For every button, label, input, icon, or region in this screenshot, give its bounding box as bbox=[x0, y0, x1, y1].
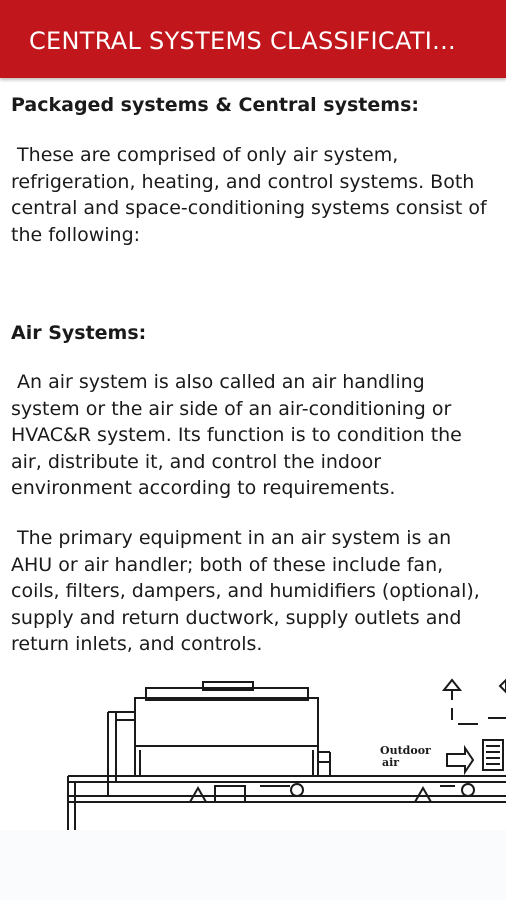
paragraph-air-system-equipment: The primary equipment in an air system is an AHU or air handler; both of these include fan, coils, filters, dampers, and humidifiers (optional), supply and return ductwork, supply outlets and return inlets, and controls. bbox=[11, 527, 486, 655]
paragraph-packaged-systems: These are comprised of only air system, refrigeration, heating, and control systems. Both central and space-conditioning systems consist of the following: bbox=[11, 144, 493, 246]
paragraph-air-system-definition: An air system is also called an air handling system or the air side of an air-conditioning or HVAC&R system. Its function is to condition the air, distribute it, and control the indoor environment according to requirements. bbox=[11, 371, 468, 499]
heading-air-systems: Air Systems: bbox=[11, 322, 147, 344]
diagram-label-outdoor: Outdoor bbox=[380, 744, 431, 757]
diagram-label-air: air bbox=[382, 756, 400, 769]
bottom-spacer bbox=[0, 830, 506, 900]
heading-packaged-systems: Packaged systems & Central systems: bbox=[11, 94, 419, 116]
app-bar bbox=[0, 0, 506, 78]
air-handling-unit-diagram bbox=[0, 678, 506, 830]
page-title: CENTRAL SYSTEMS CLASSIFICATI... bbox=[29, 27, 456, 55]
ahu-diagram-drawing bbox=[0, 678, 506, 830]
